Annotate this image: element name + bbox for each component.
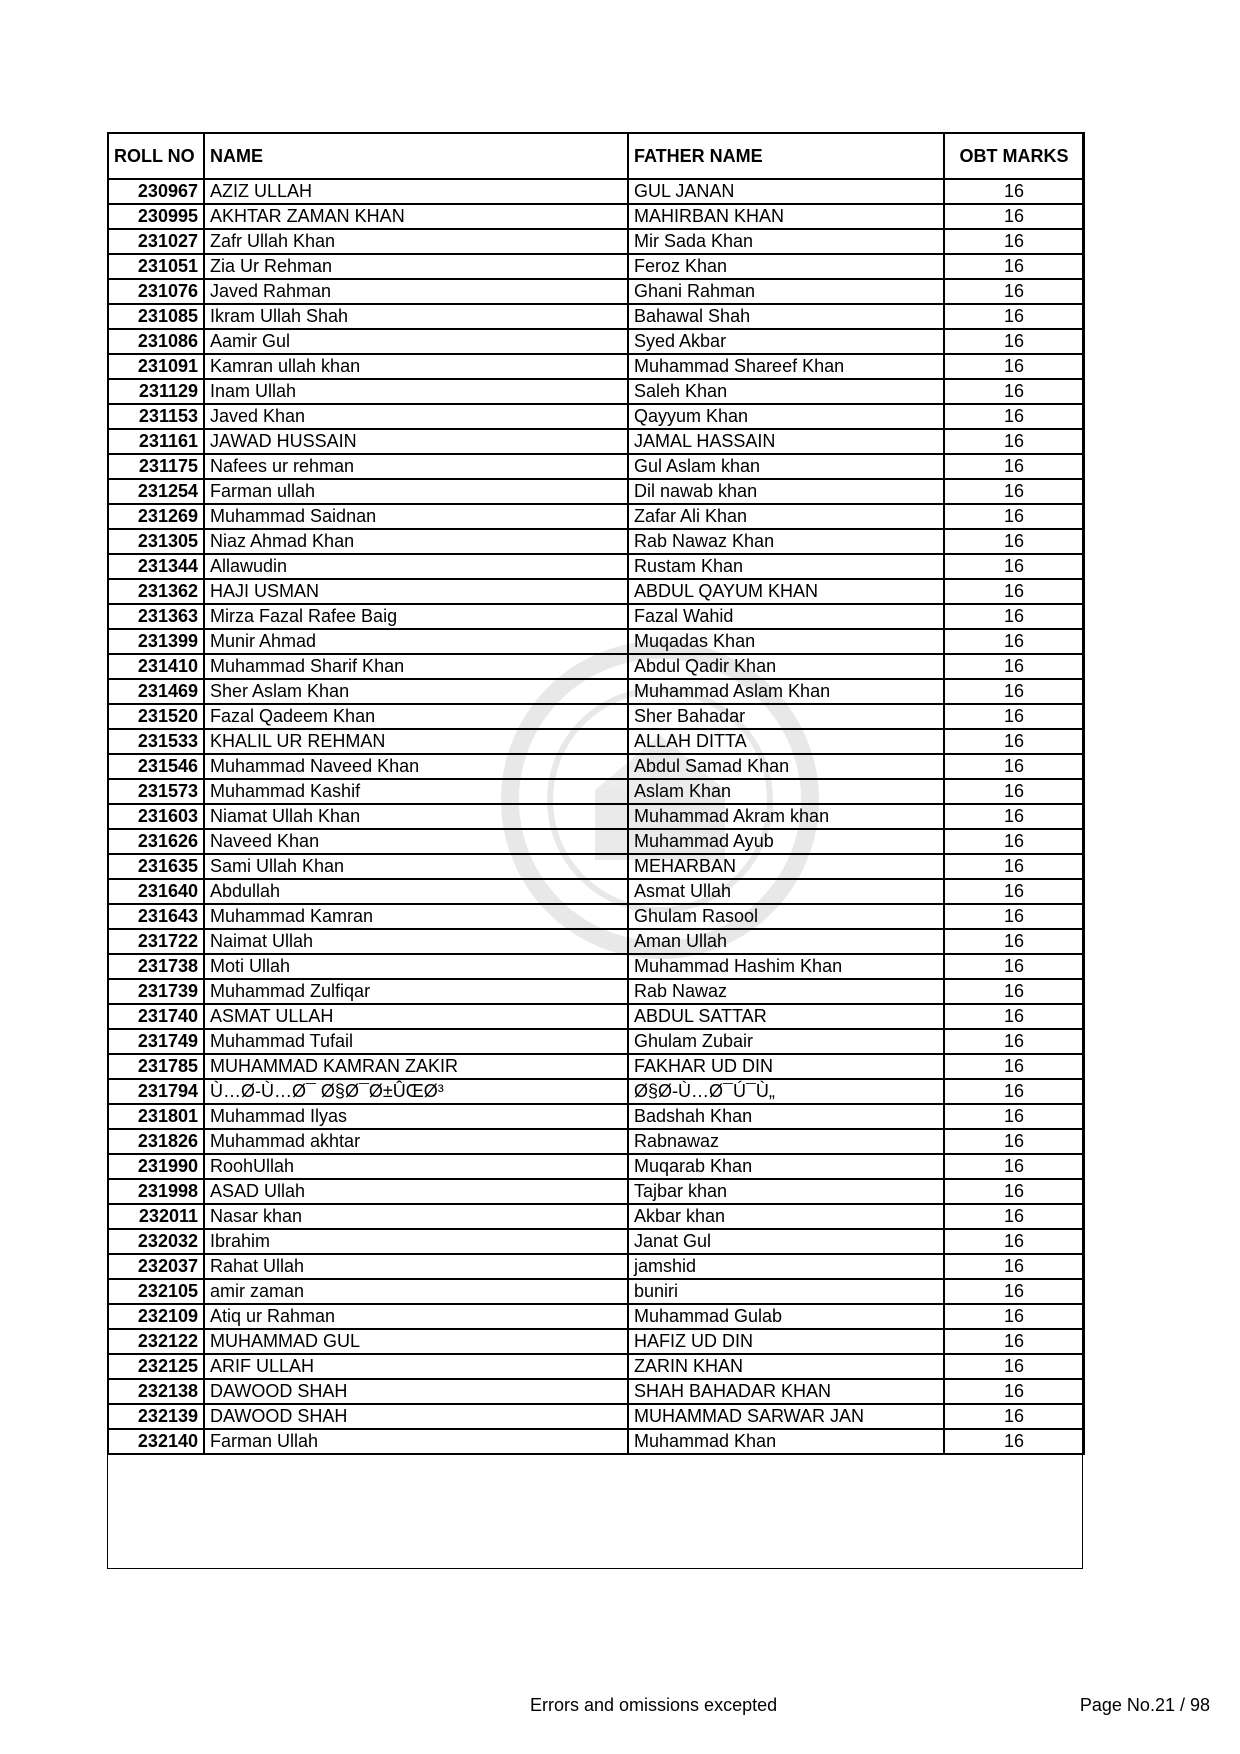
roll-no-cell: 231161 <box>108 429 204 454</box>
father-name-cell: Aslam Khan <box>628 779 944 804</box>
roll-no-cell: 231794 <box>108 1079 204 1104</box>
table-row <box>108 1354 1084 1379</box>
table-row <box>108 779 1084 804</box>
father-name-cell: ALLAH DITTA <box>628 729 944 754</box>
name-cell: Muhammad akhtar <box>204 1129 628 1154</box>
table-row <box>108 179 1084 204</box>
marks-cell: 16 <box>944 629 1084 654</box>
marks-cell: 16 <box>944 1079 1084 1104</box>
marks-cell: 16 <box>944 1129 1084 1154</box>
roll-no-cell: 231785 <box>108 1054 204 1079</box>
table-row <box>108 1104 1084 1129</box>
table-row <box>108 1429 1084 1454</box>
marks-cell: 16 <box>944 554 1084 579</box>
father-name-cell: HAFIZ UD DIN <box>628 1329 944 1354</box>
marks-cell: 16 <box>944 1329 1084 1354</box>
roll-no-cell: 231362 <box>108 579 204 604</box>
roll-no-cell: 231640 <box>108 879 204 904</box>
father-name-cell: Fazal Wahid <box>628 604 944 629</box>
name-cell: Javed Khan <box>204 404 628 429</box>
marks-cell: 16 <box>944 804 1084 829</box>
father-name-cell: FAKHAR UD DIN <box>628 1054 944 1079</box>
name-cell: JAWAD HUSSAIN <box>204 429 628 454</box>
name-cell: Muhammad Ilyas <box>204 1104 628 1129</box>
name-cell: Munir Ahmad <box>204 629 628 654</box>
roll-no-cell: 231603 <box>108 804 204 829</box>
father-name-cell: ABDUL QAYUM KHAN <box>628 579 944 604</box>
table-row <box>108 554 1084 579</box>
marks-cell: 16 <box>944 204 1084 229</box>
father-name-cell: Aman Ullah <box>628 929 944 954</box>
name-cell: Mirza Fazal Rafee Baig <box>204 604 628 629</box>
roll-no-cell: 232032 <box>108 1229 204 1254</box>
marks-cell: 16 <box>944 304 1084 329</box>
name-cell: Kamran ullah khan <box>204 354 628 379</box>
marks-cell: 16 <box>944 254 1084 279</box>
roll-no-cell: 231269 <box>108 504 204 529</box>
name-cell: Javed Rahman <box>204 279 628 304</box>
marks-cell: 16 <box>944 279 1084 304</box>
table-row <box>108 829 1084 854</box>
marks-cell: 16 <box>944 429 1084 454</box>
marks-cell: 16 <box>944 1429 1084 1454</box>
marks-cell: 16 <box>944 729 1084 754</box>
name-cell: Nafees ur rehman <box>204 454 628 479</box>
roll-no-cell: 231533 <box>108 729 204 754</box>
father-name-cell: Rustam Khan <box>628 554 944 579</box>
name-cell: Muhammad Saidnan <box>204 504 628 529</box>
name-cell: ASMAT ULLAH <box>204 1004 628 1029</box>
roll-no-cell: 231153 <box>108 404 204 429</box>
table-row <box>108 404 1084 429</box>
father-name-cell: Muhammad Khan <box>628 1429 944 1454</box>
roll-no-cell: 231635 <box>108 854 204 879</box>
marks-cell: 16 <box>944 379 1084 404</box>
name-cell: Farman ullah <box>204 479 628 504</box>
father-name-cell: Syed Akbar <box>628 329 944 354</box>
roll-no-cell: 231076 <box>108 279 204 304</box>
roll-no-cell: 231546 <box>108 754 204 779</box>
marks-cell: 16 <box>944 1029 1084 1054</box>
roll-no-cell: 231990 <box>108 1154 204 1179</box>
table-row <box>108 254 1084 279</box>
roll-no-cell: 232139 <box>108 1404 204 1429</box>
table-row <box>108 954 1084 979</box>
roll-no-cell: 231826 <box>108 1129 204 1154</box>
father-name-cell: Abdul Qadir Khan <box>628 654 944 679</box>
name-cell: Muhammad Kamran <box>204 904 628 929</box>
name-cell: MUHAMMAD GUL <box>204 1329 628 1354</box>
father-name-cell: Sher Bahadar <box>628 704 944 729</box>
roll-no-cell: 232105 <box>108 1279 204 1304</box>
marks-cell: 16 <box>944 354 1084 379</box>
father-name-cell: buniri <box>628 1279 944 1304</box>
roll-no-cell: 230967 <box>108 179 204 204</box>
name-cell: Muhammad Tufail <box>204 1029 628 1054</box>
marks-cell: 16 <box>944 454 1084 479</box>
roll-no-cell: 231051 <box>108 254 204 279</box>
name-cell: DAWOOD SHAH <box>204 1379 628 1404</box>
roll-no-cell: 231520 <box>108 704 204 729</box>
header-name: NAME <box>204 133 628 179</box>
footer-note: Errors and omissions excepted <box>530 1695 778 1715</box>
table-row <box>108 1179 1084 1204</box>
marks-cell: 16 <box>944 179 1084 204</box>
marks-cell: 16 <box>944 604 1084 629</box>
name-cell: Sher Aslam Khan <box>204 679 628 704</box>
father-name-cell: GUL JANAN <box>628 179 944 204</box>
father-name-cell: Zafar Ali Khan <box>628 504 944 529</box>
father-name-cell: Muqarab Khan <box>628 1154 944 1179</box>
name-cell: AKHTAR ZAMAN KHAN <box>204 204 628 229</box>
table-row <box>108 479 1084 504</box>
father-name-cell: Dil nawab khan <box>628 479 944 504</box>
roll-no-cell: 231175 <box>108 454 204 479</box>
marks-cell: 16 <box>944 854 1084 879</box>
name-cell: Inam Ullah <box>204 379 628 404</box>
roll-no-cell: 231626 <box>108 829 204 854</box>
father-name-cell: Feroz Khan <box>628 254 944 279</box>
roll-no-cell: 231749 <box>108 1029 204 1054</box>
name-cell: Zia Ur Rehman <box>204 254 628 279</box>
table-row <box>108 204 1084 229</box>
father-name-cell: Rab Nawaz Khan <box>628 529 944 554</box>
table-row <box>108 854 1084 879</box>
table-row <box>108 1079 1084 1104</box>
father-name-cell: MUHAMMAD SARWAR JAN <box>628 1404 944 1429</box>
table-header-row <box>108 133 1084 179</box>
marks-cell: 16 <box>944 1204 1084 1229</box>
marks-cell: 16 <box>944 1054 1084 1079</box>
name-cell: Ibrahim <box>204 1229 628 1254</box>
table-row <box>108 1404 1084 1429</box>
table-row <box>108 454 1084 479</box>
father-name-cell: Ghulam Zubair <box>628 1029 944 1054</box>
father-name-cell: Saleh Khan <box>628 379 944 404</box>
roll-no-cell: 231738 <box>108 954 204 979</box>
father-name-cell: Asmat Ullah <box>628 879 944 904</box>
marks-cell: 16 <box>944 404 1084 429</box>
marks-cell: 16 <box>944 1004 1084 1029</box>
marks-cell: 16 <box>944 479 1084 504</box>
table-row <box>108 679 1084 704</box>
name-cell: Ikram Ullah Shah <box>204 304 628 329</box>
father-name-cell: ZARIN KHAN <box>628 1354 944 1379</box>
roll-no-cell: 231739 <box>108 979 204 1004</box>
father-name-cell: jamshid <box>628 1254 944 1279</box>
roll-no-cell: 232125 <box>108 1354 204 1379</box>
father-name-cell: Ghulam Rasool <box>628 904 944 929</box>
father-name-cell: ABDUL SATTAR <box>628 1004 944 1029</box>
marks-cell: 16 <box>944 1179 1084 1204</box>
name-cell: DAWOOD SHAH <box>204 1404 628 1429</box>
roll-no-cell: 231998 <box>108 1179 204 1204</box>
table-row <box>108 729 1084 754</box>
marks-cell: 16 <box>944 1304 1084 1329</box>
roll-no-cell: 231086 <box>108 329 204 354</box>
table-row <box>108 579 1084 604</box>
roll-no-cell: 232109 <box>108 1304 204 1329</box>
name-cell: Sami Ullah Khan <box>204 854 628 879</box>
father-name-cell: MEHARBAN <box>628 854 944 879</box>
father-name-cell: Ø§Ø-Ù…Ø¯Ú¯Ù„ <box>628 1079 944 1104</box>
name-cell: Ù…Ø-Ù…Ø¯ Ø§Ø¯Ø±ÛŒØ³ <box>204 1079 628 1104</box>
table-row <box>108 1154 1084 1179</box>
father-name-cell: Tajbar khan <box>628 1179 944 1204</box>
table-row <box>108 379 1084 404</box>
name-cell: Naveed Khan <box>204 829 628 854</box>
marks-cell: 16 <box>944 704 1084 729</box>
father-name-cell: Qayyum Khan <box>628 404 944 429</box>
name-cell: Atiq ur Rahman <box>204 1304 628 1329</box>
father-name-cell: Ghani Rahman <box>628 279 944 304</box>
roll-no-cell: 232122 <box>108 1329 204 1354</box>
roll-no-cell: 231469 <box>108 679 204 704</box>
table-row <box>108 1379 1084 1404</box>
roll-no-cell: 231363 <box>108 604 204 629</box>
name-cell: Muhammad Naveed Khan <box>204 754 628 779</box>
marks-cell: 16 <box>944 529 1084 554</box>
name-cell: ASAD Ullah <box>204 1179 628 1204</box>
table-row <box>108 1204 1084 1229</box>
father-name-cell: Muhammad Aslam Khan <box>628 679 944 704</box>
roll-no-cell: 231643 <box>108 904 204 929</box>
table-row <box>108 904 1084 929</box>
roll-no-cell: 232011 <box>108 1204 204 1229</box>
marks-cell: 16 <box>944 1404 1084 1429</box>
marks-cell: 16 <box>944 929 1084 954</box>
father-name-cell: Bahawal Shah <box>628 304 944 329</box>
marks-cell: 16 <box>944 904 1084 929</box>
father-name-cell: Muhammad Ayub <box>628 829 944 854</box>
father-name-cell: Muhammad Akram khan <box>628 804 944 829</box>
name-cell: RoohUllah <box>204 1154 628 1179</box>
header-obt-marks: OBT MARKS <box>944 133 1084 179</box>
roll-no-cell: 232037 <box>108 1254 204 1279</box>
table-row <box>108 1029 1084 1054</box>
marks-cell: 16 <box>944 1279 1084 1304</box>
table-row <box>108 629 1084 654</box>
table-row <box>108 754 1084 779</box>
father-name-cell: Muhammad Gulab <box>628 1304 944 1329</box>
marks-cell: 16 <box>944 1154 1084 1179</box>
table-row <box>108 279 1084 304</box>
marks-cell: 16 <box>944 954 1084 979</box>
table-row <box>108 1129 1084 1154</box>
name-cell: MUHAMMAD KAMRAN ZAKIR <box>204 1054 628 1079</box>
table-row <box>108 929 1084 954</box>
marks-cell: 16 <box>944 979 1084 1004</box>
roll-no-cell: 231085 <box>108 304 204 329</box>
roll-no-cell: 231801 <box>108 1104 204 1129</box>
roll-no-cell: 231091 <box>108 354 204 379</box>
marks-cell: 16 <box>944 879 1084 904</box>
table-row <box>108 304 1084 329</box>
name-cell: Muhammad Kashif <box>204 779 628 804</box>
father-name-cell: Gul Aslam khan <box>628 454 944 479</box>
name-cell: Muhammad Sharif Khan <box>204 654 628 679</box>
name-cell: Nasar khan <box>204 1204 628 1229</box>
father-name-cell: SHAH BAHADAR KHAN <box>628 1379 944 1404</box>
marks-cell: 16 <box>944 1254 1084 1279</box>
name-cell: Abdullah <box>204 879 628 904</box>
name-cell: Aamir Gul <box>204 329 628 354</box>
table-row <box>108 1054 1084 1079</box>
table-row <box>108 229 1084 254</box>
name-cell: Fazal Qadeem Khan <box>204 704 628 729</box>
father-name-cell: JAMAL HASSAIN <box>628 429 944 454</box>
table-row <box>108 1279 1084 1304</box>
marks-cell: 16 <box>944 829 1084 854</box>
father-name-cell: Akbar khan <box>628 1204 944 1229</box>
marks-cell: 16 <box>944 1379 1084 1404</box>
table-row <box>108 1004 1084 1029</box>
father-name-cell: Badshah Khan <box>628 1104 944 1129</box>
table-row <box>108 504 1084 529</box>
marks-cell: 16 <box>944 654 1084 679</box>
name-cell: Rahat Ullah <box>204 1254 628 1279</box>
table-row <box>108 704 1084 729</box>
table-row <box>108 529 1084 554</box>
roll-no-cell: 231573 <box>108 779 204 804</box>
results-table <box>107 132 1085 1455</box>
table-row <box>108 879 1084 904</box>
marks-cell: 16 <box>944 579 1084 604</box>
name-cell: Allawudin <box>204 554 628 579</box>
header-father-name: FATHER NAME <box>628 133 944 179</box>
table-row <box>108 429 1084 454</box>
father-name-cell: Mir Sada Khan <box>628 229 944 254</box>
marks-cell: 16 <box>944 1104 1084 1129</box>
marks-cell: 16 <box>944 1229 1084 1254</box>
name-cell: Muhammad Zulfiqar <box>204 979 628 1004</box>
marks-cell: 16 <box>944 754 1084 779</box>
roll-no-cell: 231305 <box>108 529 204 554</box>
roll-no-cell: 232138 <box>108 1379 204 1404</box>
roll-no-cell: 230995 <box>108 204 204 229</box>
table-row <box>108 979 1084 1004</box>
roll-no-cell: 231399 <box>108 629 204 654</box>
name-cell: Niamat Ullah Khan <box>204 804 628 829</box>
name-cell: KHALIL UR REHMAN <box>204 729 628 754</box>
name-cell: Naimat Ullah <box>204 929 628 954</box>
marks-cell: 16 <box>944 229 1084 254</box>
name-cell: Niaz Ahmad Khan <box>204 529 628 554</box>
name-cell: HAJI USMAN <box>204 579 628 604</box>
name-cell: AZIZ ULLAH <box>204 179 628 204</box>
father-name-cell: Rab Nawaz <box>628 979 944 1004</box>
table-row <box>108 654 1084 679</box>
table-row <box>108 1329 1084 1354</box>
marks-cell: 16 <box>944 504 1084 529</box>
father-name-cell: Muhammad Hashim Khan <box>628 954 944 979</box>
father-name-cell: Abdul Samad Khan <box>628 754 944 779</box>
table-row <box>108 1304 1084 1329</box>
table-row <box>108 804 1084 829</box>
name-cell: Zafr Ullah Khan <box>204 229 628 254</box>
father-name-cell: Janat Gul <box>628 1229 944 1254</box>
father-name-cell: Rabnawaz <box>628 1129 944 1154</box>
name-cell: Farman Ullah <box>204 1429 628 1454</box>
roll-no-cell: 231740 <box>108 1004 204 1029</box>
marks-cell: 16 <box>944 779 1084 804</box>
father-name-cell: Muhammad Shareef Khan <box>628 354 944 379</box>
roll-no-cell: 231027 <box>108 229 204 254</box>
name-cell: Moti Ullah <box>204 954 628 979</box>
roll-no-cell: 231254 <box>108 479 204 504</box>
father-name-cell: MAHIRBAN KHAN <box>628 204 944 229</box>
name-cell: ARIF ULLAH <box>204 1354 628 1379</box>
table-row <box>108 1254 1084 1279</box>
page-number: Page No.21 / 98 <box>1079 1695 1210 1715</box>
header-roll-no: ROLL NO <box>108 133 204 179</box>
roll-no-cell: 231722 <box>108 929 204 954</box>
father-name-cell: Muqadas Khan <box>628 629 944 654</box>
table-row <box>108 354 1084 379</box>
roll-no-cell: 231410 <box>108 654 204 679</box>
roll-no-cell: 232140 <box>108 1429 204 1454</box>
table-row <box>108 1229 1084 1254</box>
roll-no-cell: 231129 <box>108 379 204 404</box>
table-row <box>108 329 1084 354</box>
name-cell: amir zaman <box>204 1279 628 1304</box>
table-row <box>108 604 1084 629</box>
marks-cell: 16 <box>944 679 1084 704</box>
roll-no-cell: 231344 <box>108 554 204 579</box>
marks-cell: 16 <box>944 329 1084 354</box>
marks-cell: 16 <box>944 1354 1084 1379</box>
